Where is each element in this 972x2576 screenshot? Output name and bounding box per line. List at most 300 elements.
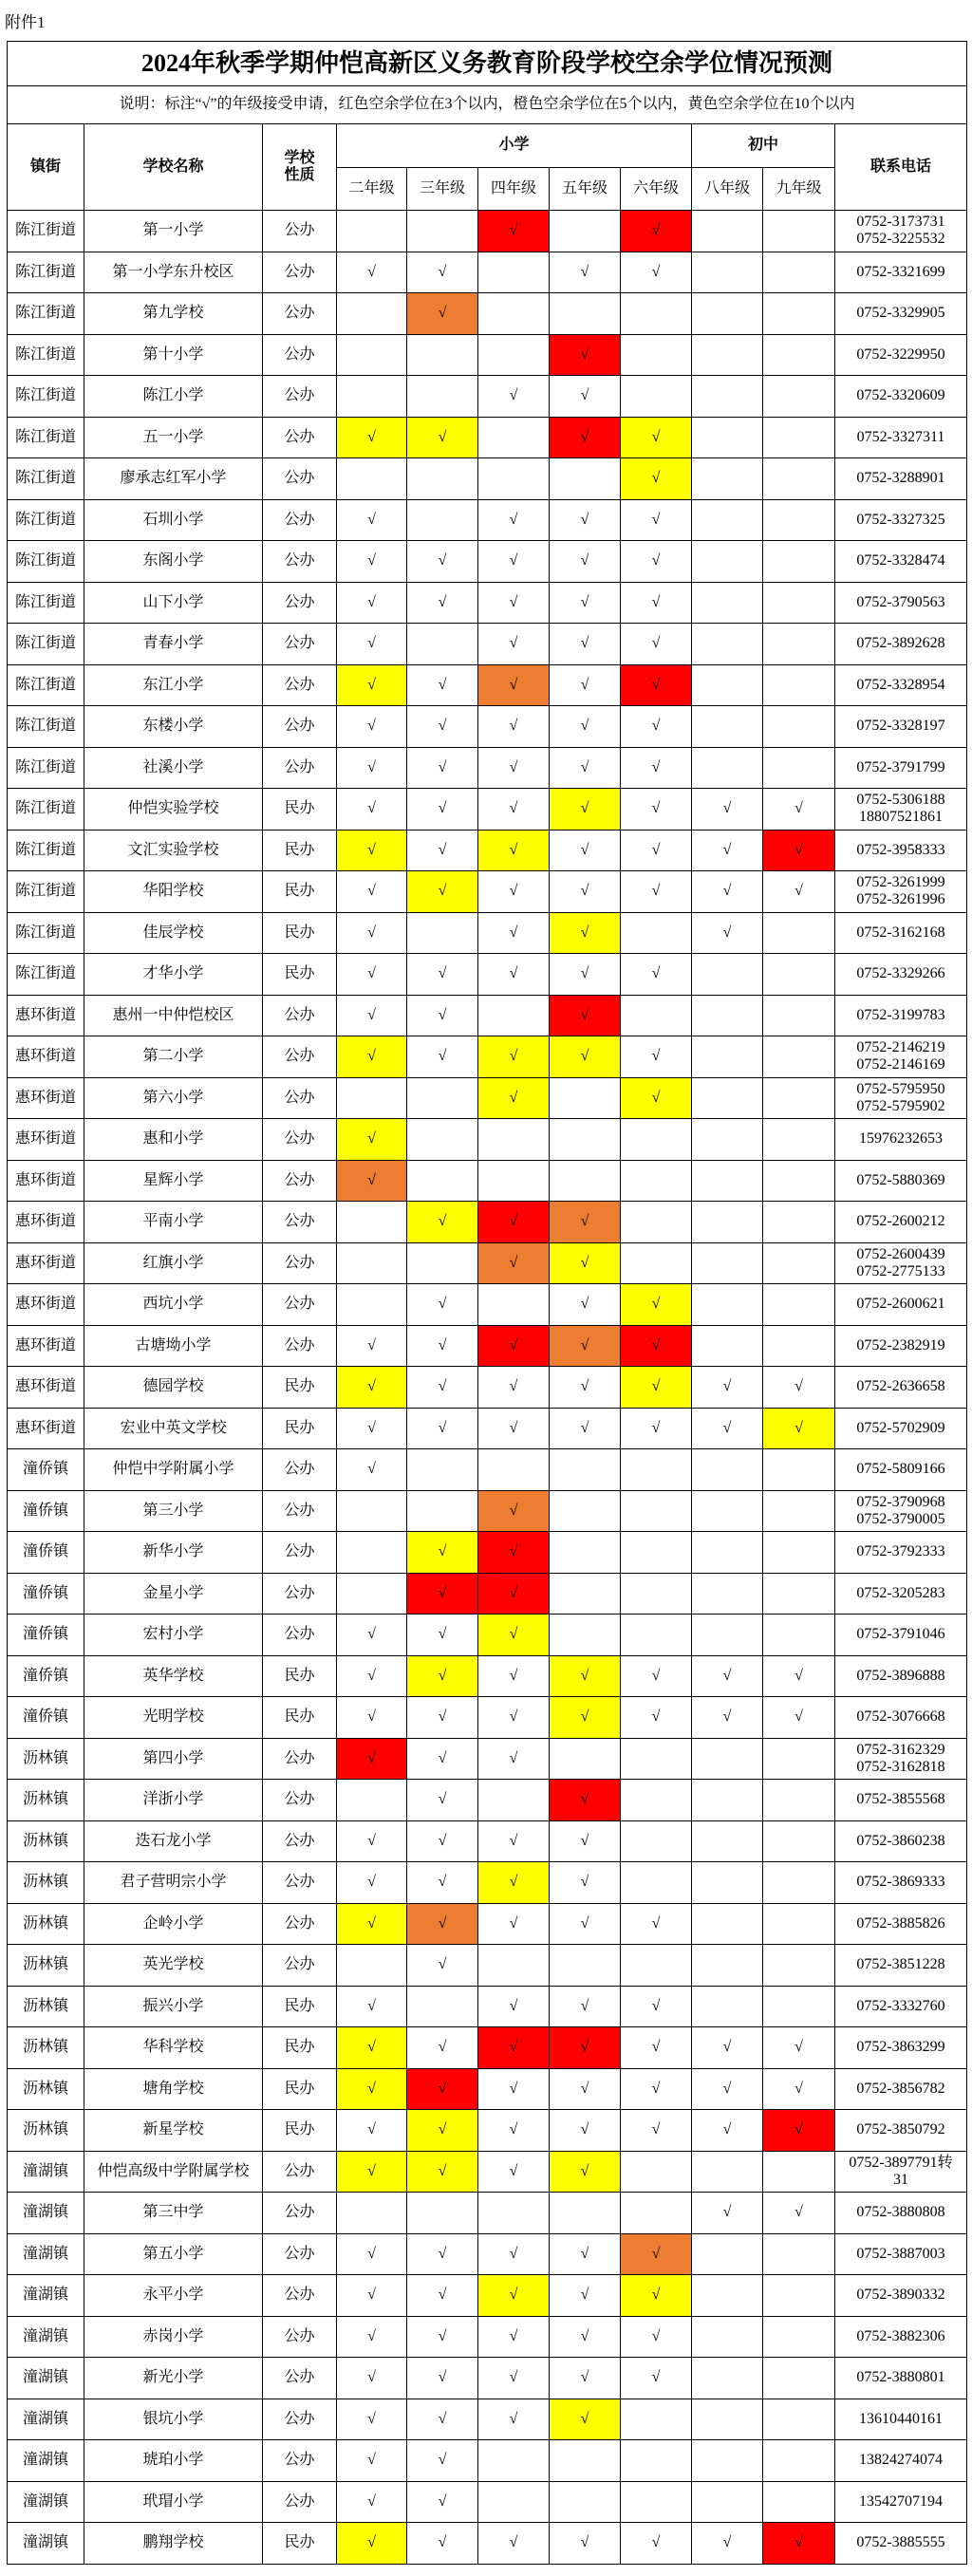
grade-2-cell: [337, 458, 406, 499]
grade-8-cell: [692, 1987, 762, 2027]
grade-4-cell: √: [478, 1036, 549, 1077]
grade-5-cell: √: [550, 871, 620, 912]
grade-9-cell: [763, 1161, 834, 1202]
grade-3-cell: √: [407, 1821, 477, 1862]
phone-cell: [835, 2069, 966, 2110]
phone-number: 0752-3288901: [856, 470, 945, 487]
grade-8-cell: [692, 748, 762, 789]
grade-8-cell: [692, 1161, 762, 1202]
phone-number: 0752-3863299: [856, 2039, 945, 2056]
grade-3-cell: √: [407, 2275, 477, 2316]
grade-2-cell: √: [337, 418, 406, 458]
header-primary-school: 小学: [337, 124, 691, 167]
town-cell: 陈江街道: [8, 211, 84, 252]
grade-3-cell: [407, 1243, 477, 1284]
school-type-cell: 公办: [263, 1036, 336, 1077]
grade-8-cell: √: [692, 1367, 762, 1408]
grade-5-cell: √: [550, 2358, 620, 2399]
grade-2-cell: √: [337, 1821, 406, 1862]
school-type-cell: 公办: [263, 211, 336, 252]
school-type-cell: 民办: [263, 1987, 336, 2027]
grade-9-cell: [763, 2152, 834, 2193]
school-name-cell: 石圳小学: [84, 500, 262, 541]
school-name-cell: 新光小学: [84, 2358, 262, 2399]
school-type-cell: 公办: [263, 1904, 336, 1945]
grade-2-cell: √: [337, 1862, 406, 1903]
phone-number: 0752-3851228: [856, 1956, 945, 1973]
header-grade-5: 五年级: [550, 168, 620, 210]
grade-4-cell: √: [478, 376, 549, 417]
school-type-cell: 民办: [263, 2069, 336, 2110]
school-name-cell: 第三中学: [84, 2193, 262, 2233]
grade-3-cell: [407, 624, 477, 664]
phone-cell: [835, 2358, 966, 2399]
grade-3-cell: √: [407, 583, 477, 624]
town-cell: 潼侨镇: [8, 1532, 84, 1573]
school-type-cell: 民办: [263, 831, 336, 871]
grade-6-cell: [621, 1119, 691, 1160]
grade-4-cell: [478, 1780, 549, 1820]
grade-6-cell: [621, 2152, 691, 2193]
header-grade-9: 九年级: [763, 168, 834, 210]
school-name-cell: 平南小学: [84, 1202, 262, 1242]
grade-3-cell: [407, 335, 477, 376]
grade-4-cell: √: [478, 624, 549, 664]
phone-cell: [835, 376, 966, 417]
school-name-cell: 仲恺高级中学附属学校: [84, 2152, 262, 2193]
grade-5-cell: [550, 1615, 620, 1655]
grade-9-cell: [763, 954, 834, 995]
grade-5-cell: √: [550, 1036, 620, 1077]
grade-3-cell: [407, 376, 477, 417]
grade-6-cell: √: [621, 1697, 691, 1738]
grade-6-cell: [621, 1491, 691, 1532]
phone-cell: [835, 2440, 966, 2481]
town-cell: 陈江街道: [8, 954, 84, 995]
header-junior-high: 初中: [692, 124, 834, 167]
phone-cell: [835, 583, 966, 624]
grade-3-cell: √: [407, 1284, 477, 1325]
phone-number: 0752-3855568: [856, 1791, 945, 1808]
school-name-cell: 东阁小学: [84, 541, 262, 582]
grade-4-cell: √: [478, 583, 549, 624]
grade-2-cell: √: [337, 1904, 406, 1945]
grade-2-cell: √: [337, 748, 406, 789]
phone-cell: [835, 2399, 966, 2440]
town-cell: 陈江街道: [8, 500, 84, 541]
grade-3-cell: [407, 1078, 477, 1119]
school-type-cell: 公办: [263, 335, 336, 376]
town-cell: 陈江街道: [8, 665, 84, 706]
grade-8-cell: [692, 2234, 762, 2275]
school-name-cell: 陈江小学: [84, 376, 262, 417]
grade-5-cell: √: [550, 2234, 620, 2275]
school-name-cell: 第九学校: [84, 293, 262, 334]
grade-5-cell: √: [550, 2523, 620, 2564]
school-name-cell: 惠和小学: [84, 1119, 262, 1160]
grade-4-cell: √: [478, 2317, 549, 2358]
school-type-cell: 公办: [263, 2358, 336, 2399]
phone-cell: [835, 1615, 966, 1655]
phone-number: 0752-2382919: [856, 1336, 945, 1353]
grade-2-cell: [337, 2193, 406, 2233]
grade-3-cell: √: [407, 2440, 477, 2481]
grade-4-cell: √: [478, 2110, 549, 2151]
grade-6-cell: [621, 1243, 691, 1284]
phone-number: 0752-3885555: [856, 2534, 945, 2551]
grade-9-cell: [763, 2399, 834, 2440]
grade-8-cell: √: [692, 1656, 762, 1697]
town-cell: 惠环街道: [8, 1284, 84, 1325]
school-type-cell: 公办: [263, 2317, 336, 2358]
grade-4-cell: √: [478, 2523, 549, 2564]
grade-5-cell: √: [550, 2399, 620, 2440]
school-type-cell: 民办: [263, 1656, 336, 1697]
school-name-cell: 银坑小学: [84, 2399, 262, 2440]
phone-cell: [835, 252, 966, 293]
school-name-cell: 玳瑁小学: [84, 2482, 262, 2523]
town-cell: 潼湖镇: [8, 2275, 84, 2316]
grade-5-cell: [550, 2440, 620, 2481]
grade-5-cell: [550, 211, 620, 252]
grade-3-cell: [407, 1161, 477, 1202]
grade-5-cell: √: [550, 2027, 620, 2068]
phone-number: 0752-2775133: [856, 1262, 945, 1279]
grade-2-cell: [337, 293, 406, 334]
school-type-cell: 公办: [263, 500, 336, 541]
grade-2-cell: [337, 376, 406, 417]
grade-5-cell: √: [550, 624, 620, 664]
school-type-cell: 公办: [263, 1574, 336, 1615]
grade-8-cell: √: [692, 1409, 762, 1449]
grade-4-cell: [478, 293, 549, 334]
phone-cell: [835, 418, 966, 458]
grade-4-cell: [478, 1119, 549, 1160]
grade-3-cell: √: [407, 1615, 477, 1655]
grade-2-cell: √: [337, 913, 406, 954]
school-type-cell: 公办: [263, 1161, 336, 1202]
grade-9-cell: [763, 1326, 834, 1367]
grade-8-cell: [692, 2482, 762, 2523]
grade-3-cell: √: [407, 2069, 477, 2110]
grade-6-cell: √: [621, 831, 691, 871]
town-cell: 惠环街道: [8, 1161, 84, 1202]
grade-5-cell: √: [550, 252, 620, 293]
grade-9-cell: [763, 1904, 834, 1945]
grade-9-cell: [763, 1862, 834, 1903]
grade-6-cell: √: [621, 2027, 691, 2068]
grade-2-cell: √: [337, 2234, 406, 2275]
grade-8-cell: √: [692, 1697, 762, 1738]
vacancy-table: [7, 41, 967, 2565]
grade-4-cell: √: [478, 2152, 549, 2193]
grade-8-cell: [692, 335, 762, 376]
grade-8-cell: [692, 583, 762, 624]
grade-8-cell: [692, 1078, 762, 1119]
grade-5-cell: √: [550, 996, 620, 1036]
town-cell: 沥林镇: [8, 1945, 84, 1986]
grade-8-cell: [692, 376, 762, 417]
grade-2-cell: [337, 335, 406, 376]
grade-9-cell: [763, 624, 834, 664]
phone-cell: [835, 1161, 966, 1202]
grade-9-cell: √: [763, 871, 834, 912]
grade-8-cell: [692, 211, 762, 252]
grade-9-cell: [763, 1036, 834, 1077]
phone-cell: [835, 1987, 966, 2027]
grade-6-cell: √: [621, 1078, 691, 1119]
school-type-cell: 公办: [263, 2482, 336, 2523]
grade-6-cell: √: [621, 458, 691, 499]
grade-2-cell: [337, 1574, 406, 1615]
phone-cell: [835, 1574, 966, 1615]
grade-4-cell: √: [478, 2027, 549, 2068]
grade-6-cell: [621, 335, 691, 376]
grade-4-cell: √: [478, 789, 549, 830]
phone-cell: [835, 1409, 966, 1449]
phone-cell: [835, 211, 966, 252]
grade-4-cell: √: [478, 871, 549, 912]
school-name-cell: 企岭小学: [84, 1904, 262, 1945]
grade-6-cell: [621, 1739, 691, 1780]
school-type-cell: 公办: [263, 1326, 336, 1367]
town-cell: 惠环街道: [8, 1409, 84, 1449]
grade-6-cell: √: [621, 2069, 691, 2110]
school-name-cell: 永平小学: [84, 2275, 262, 2316]
town-cell: 陈江街道: [8, 748, 84, 789]
grade-8-cell: √: [692, 913, 762, 954]
grade-6-cell: [621, 1161, 691, 1202]
school-type-cell: 公办: [263, 624, 336, 664]
grade-4-cell: √: [478, 1532, 549, 1573]
grade-3-cell: √: [407, 1862, 477, 1903]
school-name-cell: 华阳学校: [84, 871, 262, 912]
phone-cell: [835, 1449, 966, 1490]
town-cell: 潼湖镇: [8, 2358, 84, 2399]
town-cell: 陈江街道: [8, 293, 84, 334]
grade-3-cell: √: [407, 954, 477, 995]
grade-3-cell: √: [407, 541, 477, 582]
grade-6-cell: [621, 913, 691, 954]
school-type-cell: 公办: [263, 1945, 336, 1986]
grade-9-cell: [763, 1491, 834, 1532]
header-phone: 联系电话: [835, 124, 966, 210]
school-name-cell: 东楼小学: [84, 706, 262, 747]
school-name-cell: 西坑小学: [84, 1284, 262, 1325]
phone-number: 0752-3791046: [856, 1626, 945, 1643]
phone-cell: [835, 2027, 966, 2068]
grade-3-cell: √: [407, 2399, 477, 2440]
grade-8-cell: √: [692, 2069, 762, 2110]
grade-9-cell: [763, 2317, 834, 2358]
grade-4-cell: √: [478, 1243, 549, 1284]
phone-number: 0752-3850792: [856, 2121, 945, 2138]
town-cell: 潼侨镇: [8, 1574, 84, 1615]
grade-2-cell: √: [337, 2152, 406, 2193]
phone-number: 31: [893, 2171, 908, 2188]
phone-number: 0752-3229950: [856, 345, 945, 363]
grade-9-cell: [763, 1449, 834, 1490]
grade-2-cell: √: [337, 2358, 406, 2399]
phone-number: 0752-5809166: [856, 1461, 945, 1478]
phone-number: 0752-3173731: [856, 214, 945, 231]
grade-4-cell: √: [478, 1697, 549, 1738]
grade-4-cell: √: [478, 1615, 549, 1655]
header-grade-2: 二年级: [337, 168, 406, 210]
town-cell: 惠环街道: [8, 1036, 84, 1077]
grade-9-cell: [763, 2482, 834, 2523]
grade-6-cell: √: [621, 2275, 691, 2316]
town-cell: 陈江街道: [8, 913, 84, 954]
grade-6-cell: √: [621, 954, 691, 995]
grade-2-cell: [337, 1202, 406, 1242]
header-school-type: [263, 124, 336, 210]
phone-cell: [835, 293, 966, 334]
grade-6-cell: √: [621, 1284, 691, 1325]
school-name-cell: 第六小学: [84, 1078, 262, 1119]
grade-9-cell: [763, 335, 834, 376]
grade-6-cell: [621, 1945, 691, 1986]
grade-8-cell: [692, 1821, 762, 1862]
school-name-cell: 佳辰学校: [84, 913, 262, 954]
town-cell: 沥林镇: [8, 1862, 84, 1903]
attachment-label: 附件1: [5, 13, 46, 31]
phone-cell: [835, 1739, 966, 1780]
school-name-cell: 光明学校: [84, 1697, 262, 1738]
phone-cell: [835, 665, 966, 706]
phone-number: 0752-3199783: [856, 1006, 945, 1023]
school-name-cell: 第三小学: [84, 1491, 262, 1532]
phone-cell: [835, 871, 966, 912]
grade-2-cell: √: [337, 1409, 406, 1449]
grade-3-cell: √: [407, 1904, 477, 1945]
grade-6-cell: [621, 1780, 691, 1820]
grade-4-cell: √: [478, 2234, 549, 2275]
school-type-cell: 公办: [263, 1821, 336, 1862]
grade-5-cell: √: [550, 2317, 620, 2358]
grade-3-cell: √: [407, 418, 477, 458]
school-type-cell: 公办: [263, 2399, 336, 2440]
grade-4-cell: √: [478, 1739, 549, 1780]
grade-9-cell: [763, 1615, 834, 1655]
grade-9-cell: √: [763, 831, 834, 871]
grade-8-cell: [692, 1202, 762, 1242]
grade-8-cell: [692, 1284, 762, 1325]
school-type-cell: 公办: [263, 1202, 336, 1242]
school-name-cell: 五一小学: [84, 418, 262, 458]
grade-9-cell: [763, 1821, 834, 1862]
phone-cell: [835, 789, 966, 830]
school-name-cell: 第四小学: [84, 1739, 262, 1780]
phone-number: 0752-3328197: [856, 718, 945, 735]
phone-number: 0752-3320609: [856, 387, 945, 404]
phone-cell: [835, 1904, 966, 1945]
grade-8-cell: [692, 1036, 762, 1077]
phone-cell: [835, 954, 966, 995]
grade-2-cell: √: [337, 2027, 406, 2068]
grade-8-cell: [692, 954, 762, 995]
phone-cell: [835, 2482, 966, 2523]
grade-8-cell: [692, 500, 762, 541]
grade-4-cell: √: [478, 1491, 549, 1532]
phone-number: 0752-3328954: [856, 676, 945, 693]
grade-9-cell: √: [763, 2069, 834, 2110]
phone-number: 0752-3892628: [856, 635, 945, 652]
school-type-cell: 公办: [263, 376, 336, 417]
school-name-cell: 英华学校: [84, 1656, 262, 1697]
town-cell: 陈江街道: [8, 376, 84, 417]
grade-9-cell: [763, 1739, 834, 1780]
grade-3-cell: √: [407, 2523, 477, 2564]
school-name-cell: 宏村小学: [84, 1615, 262, 1655]
grade-8-cell: [692, 252, 762, 293]
grade-5-cell: √: [550, 1697, 620, 1738]
grade-4-cell: √: [478, 1656, 549, 1697]
grade-5-cell: [550, 1449, 620, 1490]
school-name-cell: 第一小学东升校区: [84, 252, 262, 293]
grade-5-cell: [550, 1491, 620, 1532]
town-cell: 潼湖镇: [8, 2523, 84, 2564]
grade-6-cell: √: [621, 706, 691, 747]
phone-cell: [835, 1078, 966, 1119]
grade-8-cell: [692, 996, 762, 1036]
grade-5-cell: √: [550, 1987, 620, 2027]
school-name-cell: 廖承志红军小学: [84, 458, 262, 499]
grade-9-cell: [763, 1284, 834, 1325]
grade-6-cell: [621, 293, 691, 334]
phone-number: 0752-3792333: [856, 1543, 945, 1560]
grade-9-cell: [763, 293, 834, 334]
grade-6-cell: [621, 1821, 691, 1862]
grade-3-cell: √: [407, 831, 477, 871]
school-name-cell: 宏业中英文学校: [84, 1409, 262, 1449]
phone-cell: [835, 1532, 966, 1573]
grade-2-cell: √: [337, 2317, 406, 2358]
grade-6-cell: √: [621, 2358, 691, 2399]
town-cell: 惠环街道: [8, 1119, 84, 1160]
grade-5-cell: [550, 1532, 620, 1573]
town-cell: 潼湖镇: [8, 2482, 84, 2523]
phone-cell: [835, 1243, 966, 1284]
phone-number: 0752-3225532: [856, 231, 945, 248]
phone-cell: [835, 2110, 966, 2151]
phone-cell: [835, 1326, 966, 1367]
phone-number: 0752-2600621: [856, 1296, 945, 1313]
school-name-cell: 文汇实验学校: [84, 831, 262, 871]
phone-number: 0752-5795950: [856, 1080, 945, 1097]
grade-2-cell: √: [337, 1615, 406, 1655]
school-name-cell: 青春小学: [84, 624, 262, 664]
phone-cell: [835, 1284, 966, 1325]
phone-number: 0752-3328474: [856, 552, 945, 569]
phone-cell: [835, 996, 966, 1036]
school-type-cell: 公办: [263, 2193, 336, 2233]
school-type-cell: 公办: [263, 706, 336, 747]
grade-2-cell: [337, 1945, 406, 1986]
grade-2-cell: √: [337, 541, 406, 582]
grade-5-cell: √: [550, 1367, 620, 1408]
grade-5-cell: √: [550, 1862, 620, 1903]
school-type-cell: 民办: [263, 954, 336, 995]
phone-number: 0752-3896888: [856, 1667, 945, 1684]
town-cell: 陈江街道: [8, 871, 84, 912]
grade-9-cell: [763, 1532, 834, 1573]
phone-cell: [835, 1491, 966, 1532]
grade-5-cell: √: [550, 1409, 620, 1449]
grade-2-cell: [337, 1491, 406, 1532]
school-type-cell: 民办: [263, 789, 336, 830]
town-cell: 陈江街道: [8, 789, 84, 830]
